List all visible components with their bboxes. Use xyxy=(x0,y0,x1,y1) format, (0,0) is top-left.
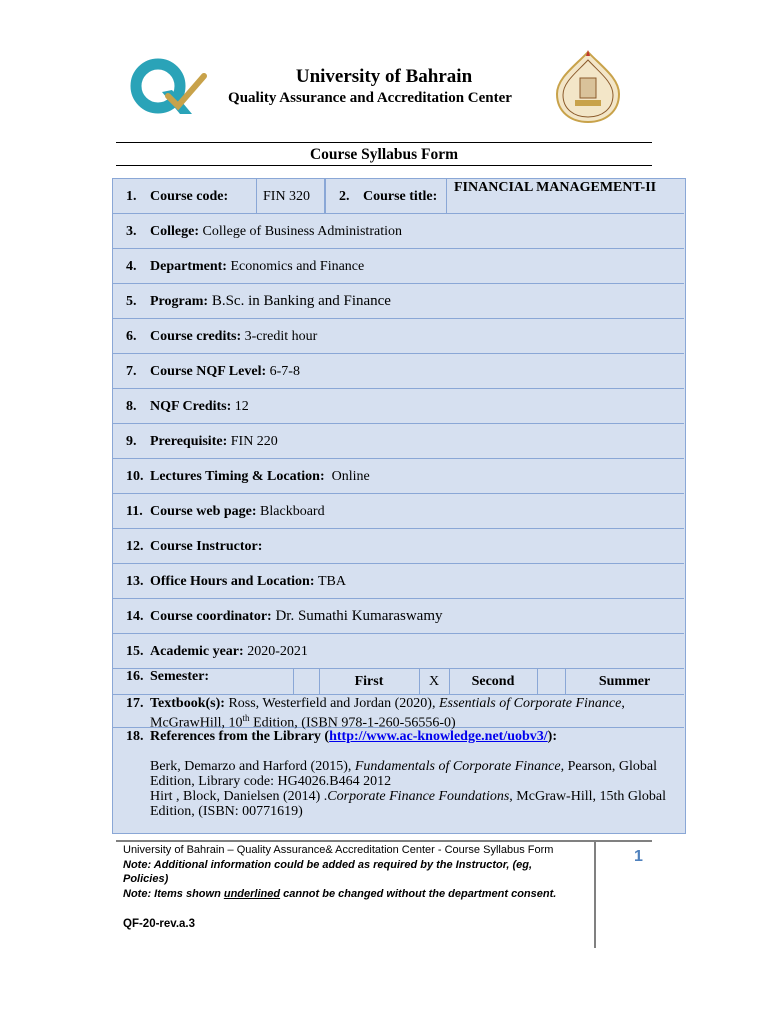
office-label: Office Hours and Location: xyxy=(150,573,315,589)
textbook-text: , xyxy=(621,696,625,711)
textbook-field xyxy=(150,696,625,731)
row-number: 4. xyxy=(126,258,137,274)
row-college xyxy=(113,214,684,249)
semester-first: First xyxy=(354,674,384,689)
course-code-value: FIN 320 xyxy=(263,188,311,204)
row-number: 14. xyxy=(126,608,144,624)
footer-note-2-underlined: underlined xyxy=(223,888,281,900)
row-textbook xyxy=(113,695,684,731)
prerequisite-value: FIN 220 xyxy=(230,433,278,449)
office-value: TBA xyxy=(318,573,346,589)
row-coordinator xyxy=(113,599,684,634)
nqf-credits-field xyxy=(150,389,249,424)
nqf-level-value: 6-7-8 xyxy=(269,363,300,379)
syllabus-table xyxy=(112,178,686,834)
references-field xyxy=(150,729,666,819)
reference-text: Berk, Demarzo and Harford (2015), xyxy=(150,759,355,774)
title-rule-top xyxy=(116,142,652,143)
row-lectures-timing xyxy=(113,459,684,494)
row-nqf-level xyxy=(113,354,684,389)
textbook-text: McGrawHill, 10 xyxy=(150,715,243,731)
credits-field xyxy=(150,319,317,354)
row-credits xyxy=(113,319,684,354)
university-title: University of Bahrain xyxy=(295,66,473,87)
textbook-text: Edition, (ISBN 978-1-260-56556-0) xyxy=(249,715,456,731)
row-number: 5. xyxy=(126,293,137,309)
row-number: 11. xyxy=(126,503,143,519)
row-number: 1. xyxy=(126,188,137,204)
footer-note-2-text: cannot be changed without the department consent. xyxy=(280,888,557,900)
footer-divider xyxy=(594,842,596,948)
row-number: 10. xyxy=(126,468,144,484)
semester-second: Second xyxy=(471,674,515,689)
year-field xyxy=(150,634,308,669)
row-number: 13. xyxy=(126,573,144,589)
row-number: 2. xyxy=(339,188,350,204)
semester-summer: Summer xyxy=(598,674,651,689)
textbook-title: Essentials of Corporate Finance xyxy=(438,696,622,711)
references-label-end: ): xyxy=(547,729,557,744)
footer-rule xyxy=(116,840,652,842)
reference-title: Fundamentals of Corporate Finance xyxy=(354,759,561,774)
reference-text: Hirt , Block, Danielsen (2014) . xyxy=(150,789,328,804)
row-course-web xyxy=(113,494,684,529)
reference-text: , McGraw-Hill, 15th Global xyxy=(509,789,666,804)
semester-label: Semester: xyxy=(150,669,210,684)
divider xyxy=(537,669,538,694)
references-label: References from the Library ( xyxy=(150,729,330,744)
department-value: Economics and Finance xyxy=(230,258,365,274)
office-field xyxy=(150,564,346,599)
row-course-code-title xyxy=(113,179,684,214)
prerequisite-label: Prerequisite: xyxy=(150,433,228,449)
year-value: 2020-2021 xyxy=(247,643,308,659)
row-prerequisite xyxy=(113,424,684,459)
row-instructor xyxy=(113,529,684,564)
textbook-text: Ross, Westerfield and Jordan (2020), xyxy=(228,696,439,711)
program-value: B.Sc. in Banking and Finance xyxy=(211,293,391,309)
row-number: 9. xyxy=(126,433,137,449)
page-number: 1 xyxy=(634,848,643,865)
web-value: Blackboard xyxy=(260,503,325,519)
reference-text: Edition, (ISBN: 00771619) xyxy=(150,804,303,819)
year-label: Academic year: xyxy=(150,643,244,659)
row-number: 8. xyxy=(126,398,137,414)
prerequisite-field xyxy=(150,424,278,459)
instructor-label: Course Instructor: xyxy=(150,538,263,554)
form-code: QF-20-rev.a.3 xyxy=(123,918,196,930)
instructor-field xyxy=(150,529,266,564)
row-number: 3. xyxy=(126,223,137,239)
divider xyxy=(324,179,326,213)
divider xyxy=(256,179,257,213)
timing-field xyxy=(150,459,370,494)
coordinator-field xyxy=(150,599,443,634)
web-label: Course web page: xyxy=(150,503,257,519)
college-label: College: xyxy=(150,223,199,239)
department-field xyxy=(150,249,364,284)
footer-note-1b: Policies) xyxy=(123,873,169,885)
department-label: Department: xyxy=(150,258,227,274)
row-references xyxy=(113,728,684,833)
coordinator-label: Course coordinator: xyxy=(150,608,272,624)
college-field xyxy=(150,214,402,249)
course-code-label: Course code: xyxy=(150,188,229,204)
reference-text: , Pearson, Global xyxy=(560,759,658,774)
form-title: Course Syllabus Form xyxy=(309,146,459,163)
footer-note-2-text: Note: Items shown xyxy=(123,888,224,900)
library-link[interactable]: http://www.ac-knowledge.net/uobv3/ xyxy=(329,729,548,744)
credits-label: Course credits: xyxy=(150,328,242,344)
program-field xyxy=(150,284,391,319)
semester-first-mark: X xyxy=(428,674,440,689)
nqf-credits-value: 12 xyxy=(234,398,249,414)
row-number: 15. xyxy=(126,643,144,659)
reference-title: Corporate Finance Foundations xyxy=(327,789,510,804)
row-semester xyxy=(113,669,684,695)
college-value: College of Business Administration xyxy=(202,223,402,239)
reference-text: Edition, Library code: HG4026.B464 2012 xyxy=(150,774,392,789)
row-program xyxy=(113,284,684,319)
row-number: 17. xyxy=(126,696,144,711)
row-number: 7. xyxy=(126,363,137,379)
row-office-hours xyxy=(113,564,684,599)
row-number: 18. xyxy=(126,729,144,744)
row-number: 12. xyxy=(126,538,144,554)
course-title-value: FINANCIAL MANAGEMENT-II xyxy=(454,180,657,195)
nqf-credits-label: NQF Credits: xyxy=(150,398,232,414)
timing-value: Online xyxy=(331,468,370,484)
row-number: 16. xyxy=(126,669,144,684)
row-academic-year xyxy=(113,634,684,669)
footer-note-2 xyxy=(123,888,556,900)
timing-label: Lectures Timing & Location: xyxy=(150,468,325,484)
divider xyxy=(446,179,447,213)
textbook-label: Textbook(s): xyxy=(150,696,225,711)
credits-value: 3-credit hour xyxy=(244,328,318,344)
center-subtitle: Quality Assurance and Accreditation Center xyxy=(228,90,512,106)
nqf-level-field xyxy=(150,354,300,389)
footer-title: University of Bahrain – Quality Assurance& Accreditation Center - Course Syllabus Form xyxy=(123,844,554,856)
course-title-label: Course title: xyxy=(363,188,438,204)
row-number: 6. xyxy=(126,328,137,344)
coordinator-value: Dr. Sumathi Kumaraswamy xyxy=(275,608,443,624)
footer-note-1: Note: Additional information could be added as required by the Instructor, (eg, xyxy=(123,859,533,871)
row-nqf-credits xyxy=(113,389,684,424)
divider xyxy=(293,669,294,694)
title-rule-bottom xyxy=(116,165,652,166)
textbook-edition-sup: th xyxy=(242,713,250,723)
program-label: Program: xyxy=(150,293,209,309)
nqf-level-label: Course NQF Level: xyxy=(150,363,267,379)
row-department xyxy=(113,249,684,284)
web-field xyxy=(150,494,325,529)
